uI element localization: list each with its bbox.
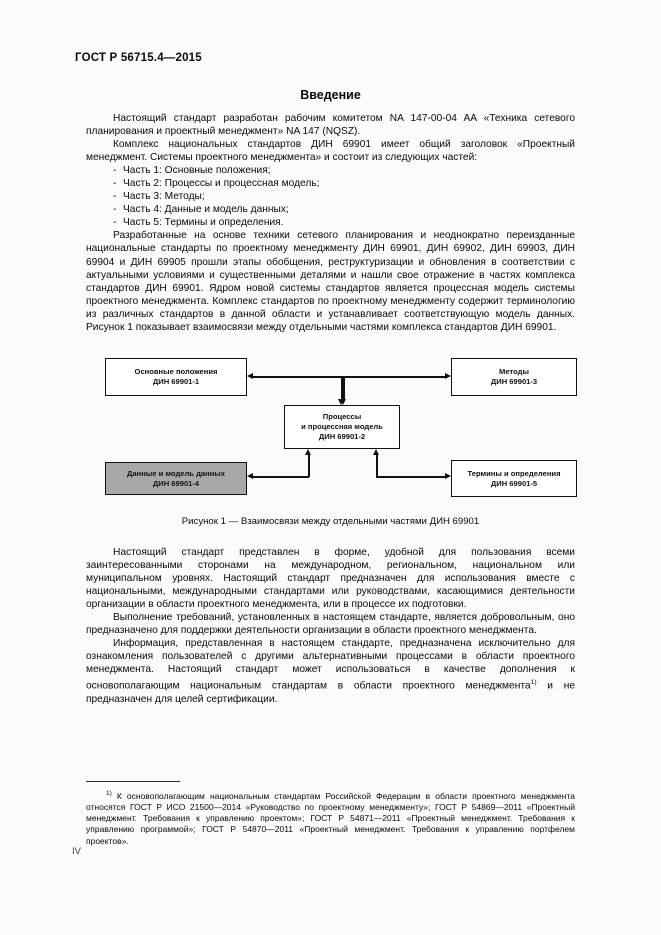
intro-text-block (86, 112, 575, 334)
diagram-box-data (105, 462, 247, 495)
paragraph-5: Выполнение требований, установленных в настоящем стандарте, является добровольным, оно предназначено для поддержки деятельности организации в области проектного менеджмента. (86, 612, 575, 637)
paragraph-1: Настоящий стандарт разработан рабочим комитетом NA 147-00-04 AA «Техника сетевого планирования и проектный менеджмент» NA 147 (NQSZ). (86, 113, 575, 138)
page-number: IV (72, 846, 81, 857)
list-dash: - (113, 217, 117, 229)
arrowhead-up-process-right (373, 449, 379, 455)
diagram-box-process-line3: ДИН 69901-2 (318, 432, 366, 441)
paragraph-4: Настоящий стандарт представлен в форме, удобной для пользования всеми заинтересованными сторонами на международном, региональном, национальном или муниципальном уровнях. Настоящий стандарт предназначен для использования вместе с национальными, международными стандартами или руководствами, касающимися деятельности организации в области проектного менеджмента, или в процессе их подготовки. (86, 547, 575, 611)
footnote-body: К основополагающим национальным стандартам Российской Федерации в области проектного менеджмента относятся ГОСТ Р ИСО 21500—2014 «Руководство по проектному менеджменту»; ГОСТ Р 54869—2011 «Проектный менеджмент. Требования к управлению проектом»; ГОСТ Р 54871—2011 «Проектный менеджмент. Требования к управлению программой»; ГОСТ Р 54870—2011 «Проектный менеджмент. Требования к управлению портфелем проектов». (86, 790, 575, 846)
body-text-block (86, 546, 575, 706)
diagram-box-basics-line2: ДИН 69901-1 (152, 377, 200, 386)
connector-line-terms-vertical (376, 455, 378, 477)
footnote-divider (86, 781, 180, 782)
list-item (113, 164, 575, 177)
arrowhead-to-data (247, 473, 253, 479)
list-item-label: Часть 3: Методы; (123, 191, 205, 203)
diagram-box-terms-line1: Термины и определения (467, 468, 561, 478)
arrowhead-up-process-left (305, 449, 311, 455)
footnote-reference: 1) (530, 679, 537, 687)
connector-line-terms (376, 476, 445, 478)
diagram-box-methods-line1: Методы (499, 367, 529, 376)
paragraph-6-text-a: Информация, представленная в настоящем стандарте, предназначена исключительно для ознакомления пользователей с другими альтернативными процессами в области проектного менеджмента. Настоящий стандарт может использоваться в качестве дополнения к основополагающим национальным стандартам в области проектного менеджмента (86, 638, 575, 692)
list-dash: - (113, 178, 117, 190)
footnote-text (86, 788, 575, 847)
figure-caption: Рисунок 1 — Взаимосвязи между отдельными частями ДИН 69901 (181, 516, 480, 527)
diagram-box-process (284, 405, 400, 449)
list-dash: - (113, 165, 117, 177)
list-dash: - (113, 204, 117, 216)
diagram-box-basics-line1: Основные положения (134, 367, 218, 376)
connector-line-data-vertical (308, 455, 310, 477)
paragraph-2: Комплекс национальных стандартов ДИН 69901 имеет общий заголовок «Проектный менеджмент. Системы проектного менеджмента» и состоит из следующих частей: (86, 139, 575, 164)
list-item (113, 177, 575, 190)
figure-1-diagram (86, 352, 575, 507)
footnote-marker: 1) (106, 790, 112, 797)
diagram-box-process-line1: Процессы (322, 412, 362, 421)
list-dash: - (113, 191, 117, 203)
list-item-label: Часть 1: Основные положения; (123, 165, 271, 177)
diagram-box-process-line2: и процессная модель (301, 422, 383, 431)
page-title: Введение (300, 88, 361, 102)
connector-line-data (253, 476, 309, 478)
diagram-box-basics (105, 358, 247, 396)
list-item-label: Часть 2: Процессы и процессная модель; (123, 178, 320, 190)
connector-line-basics (253, 376, 342, 378)
diagram-box-terms-line2: ДИН 69901-5 (490, 478, 538, 488)
list-item-label: Часть 5: Термины и определения. (123, 217, 284, 229)
connector-line-methods (343, 376, 445, 378)
list-item (113, 203, 575, 216)
diagram-box-methods (451, 358, 577, 396)
diagram-box-data-line2: ДИН 69901-4 (152, 478, 200, 488)
diagram-box-methods-line2: ДИН 69901-3 (490, 377, 538, 386)
paragraph-6 (86, 637, 575, 706)
list-item (113, 216, 575, 229)
parts-list (86, 164, 575, 229)
list-item-label: Часть 4: Данные и модель данных; (123, 204, 289, 216)
diagram-box-data-line1: Данные и модель данных (126, 468, 226, 478)
connector-line-methods-vertical (343, 376, 345, 399)
paragraph-6-text-b: и не предназначен для целей сертификации. (86, 680, 575, 705)
diagram-box-terms (451, 460, 577, 497)
arrowhead-to-basics (247, 373, 253, 379)
paragraph-3: Разработанные на основе техники сетевого планирования и неоднократно переизданные национальные стандарты по проектному менеджменту ДИН 69901, ДИН 69902, ДИН 69903, ДИН 69904 и ДИН 69905 прошли этапы обобщения, реструктуризации и обновления в соответствии с актуальными условиями и существенными деталями и нашли свое отражение в частях комплекса стандартов ДИН 69901. Ядром новой системы стандартов является процессная модель системы проектного менеджмента. Комплекс стандартов по проектному менеджменту содержит терминологию из различных стандартов в данной области и устанавливает соответствующую модель данных. Рисунок 1 показывает взаимосвязи между отдельными частями комплекса стандартов ДИН 69901. (86, 230, 575, 333)
list-item (113, 190, 575, 203)
document-header: ГОСТ Р 56715.4—2015 (75, 52, 202, 64)
